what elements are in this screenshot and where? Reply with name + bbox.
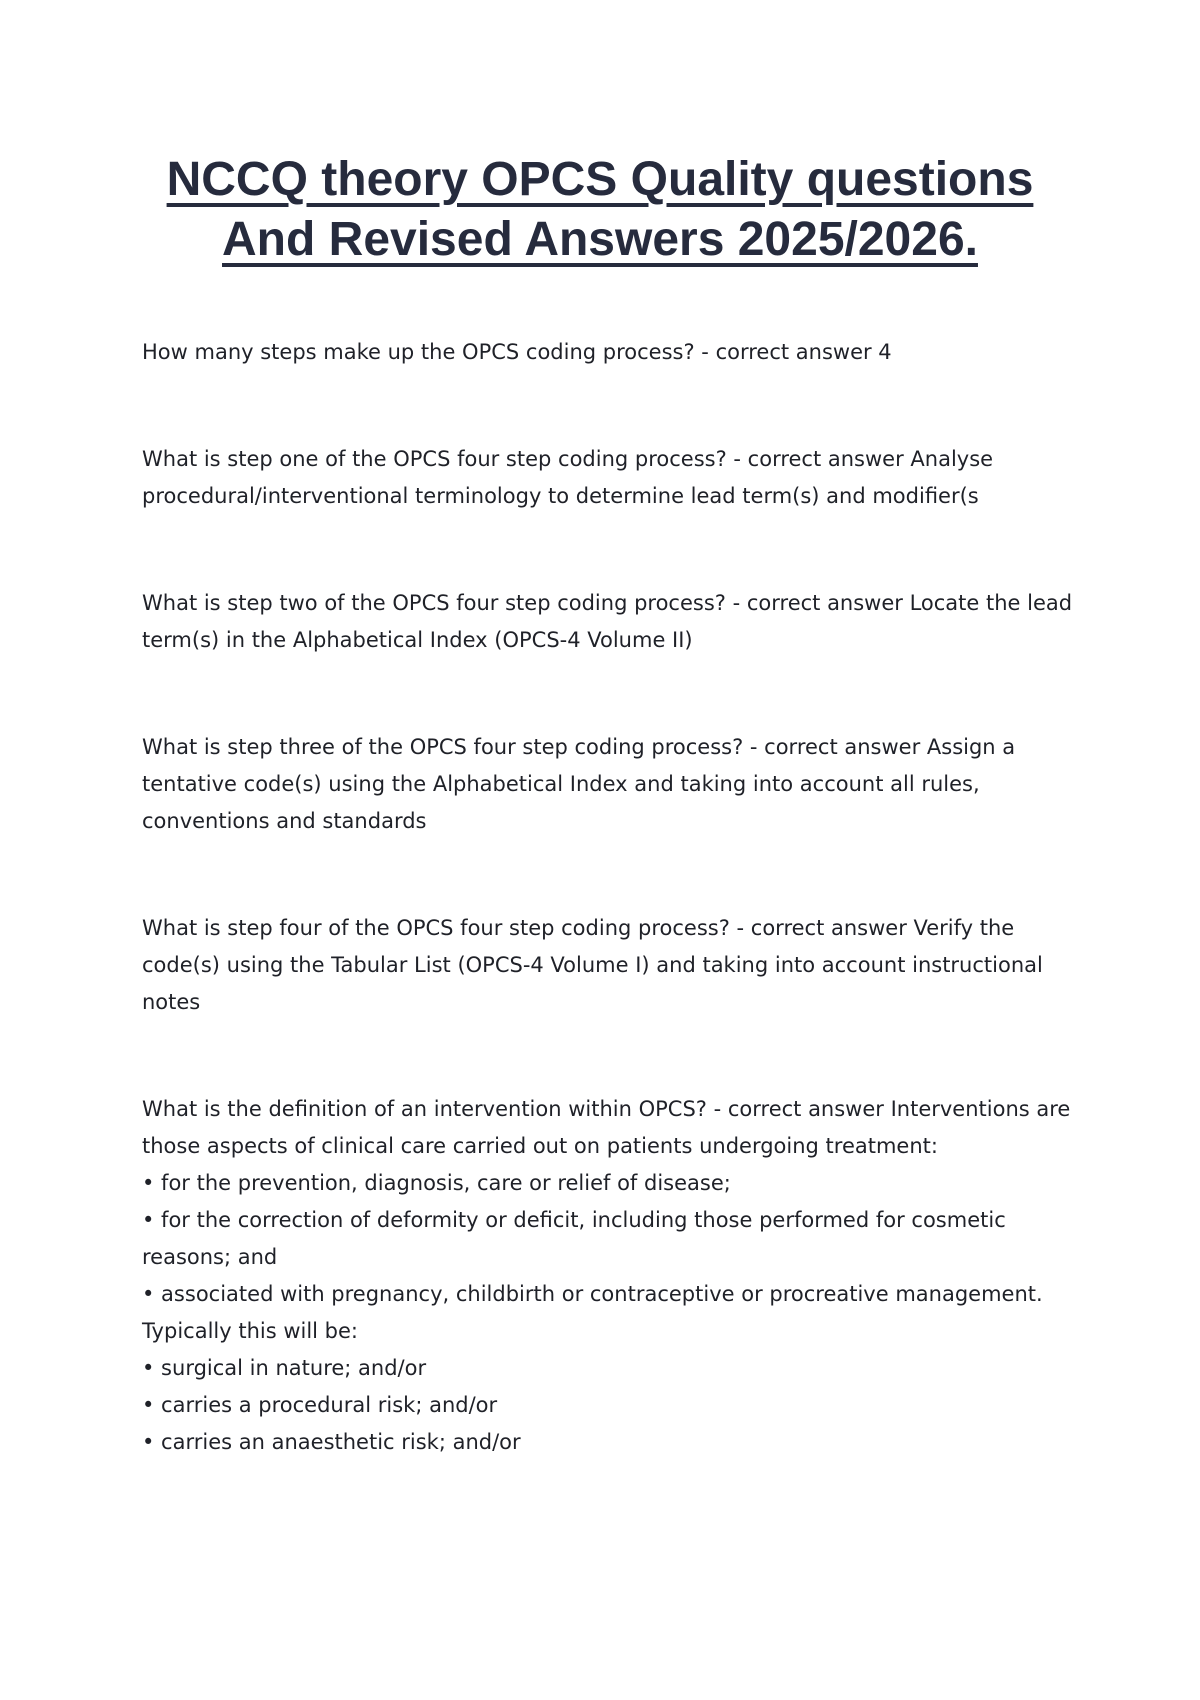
intervention-bullet: • for the prevention, diagnosis, care or relief of disease; — [142, 1171, 731, 1195]
qa-text: What is step three of the OPCS four step coding process? - correct answer Assign a tentative code(s) using the Alphabetical Index and taking into account all rules, conventions and standards — [142, 735, 1016, 833]
qa-text: What is step one of the OPCS four step coding process? - correct answer Analyse procedural/interventional terminology to determine lead term(s) and modifier(s — [142, 447, 994, 508]
intervention-bullet: • associated with pregnancy, childbirth or contraceptive or procreative management. — [142, 1282, 1043, 1306]
title-line-1 — [100, 150, 1100, 210]
qa-item-5 — [142, 910, 1092, 1021]
qa-text: What is the definition of an intervention within OPCS? - correct answer Interventions are those aspects of clinical care carried out on patients undergoing treatment: — [142, 1097, 1071, 1158]
qa-item-2 — [142, 441, 1092, 515]
qa-text: How many steps make up the OPCS coding process? - correct answer 4 — [142, 340, 892, 364]
title-line-2 — [100, 210, 1100, 270]
title-line-2-text: And Revised Answers 2025/2026. — [222, 213, 978, 266]
qa-text: What is step four of the OPCS four step coding process? - correct answer Verify the code(s) using the Tabular List (OPCS-4 Volume I) and taking into account instructional notes — [142, 916, 1043, 1014]
qa-text: What is step two of the OPCS four step coding process? - correct answer Locate the lead term(s) in the Alphabetical Index (OPCS-4 Volume II) — [142, 591, 1073, 652]
qa-item-1 — [142, 334, 1092, 371]
title-line-1-text: NCCQ theory OPCS Quality questions — [166, 153, 1034, 206]
qa-content — [142, 334, 1092, 1461]
typically-bullet: • carries an anaesthetic risk; and/or — [142, 1430, 521, 1454]
typically-bullet: • surgical in nature; and/or — [142, 1356, 427, 1380]
document-title — [100, 150, 1100, 270]
qa-item-4 — [142, 729, 1092, 840]
intervention-bullet: • for the correction of deformity or deficit, including those performed for cosmetic reasons; and — [142, 1208, 1006, 1269]
qa-item-6 — [142, 1091, 1092, 1461]
qa-item-3 — [142, 585, 1092, 659]
typically-bullet: • carries a procedural risk; and/or — [142, 1393, 498, 1417]
typically-label: Typically this will be: — [142, 1319, 359, 1343]
